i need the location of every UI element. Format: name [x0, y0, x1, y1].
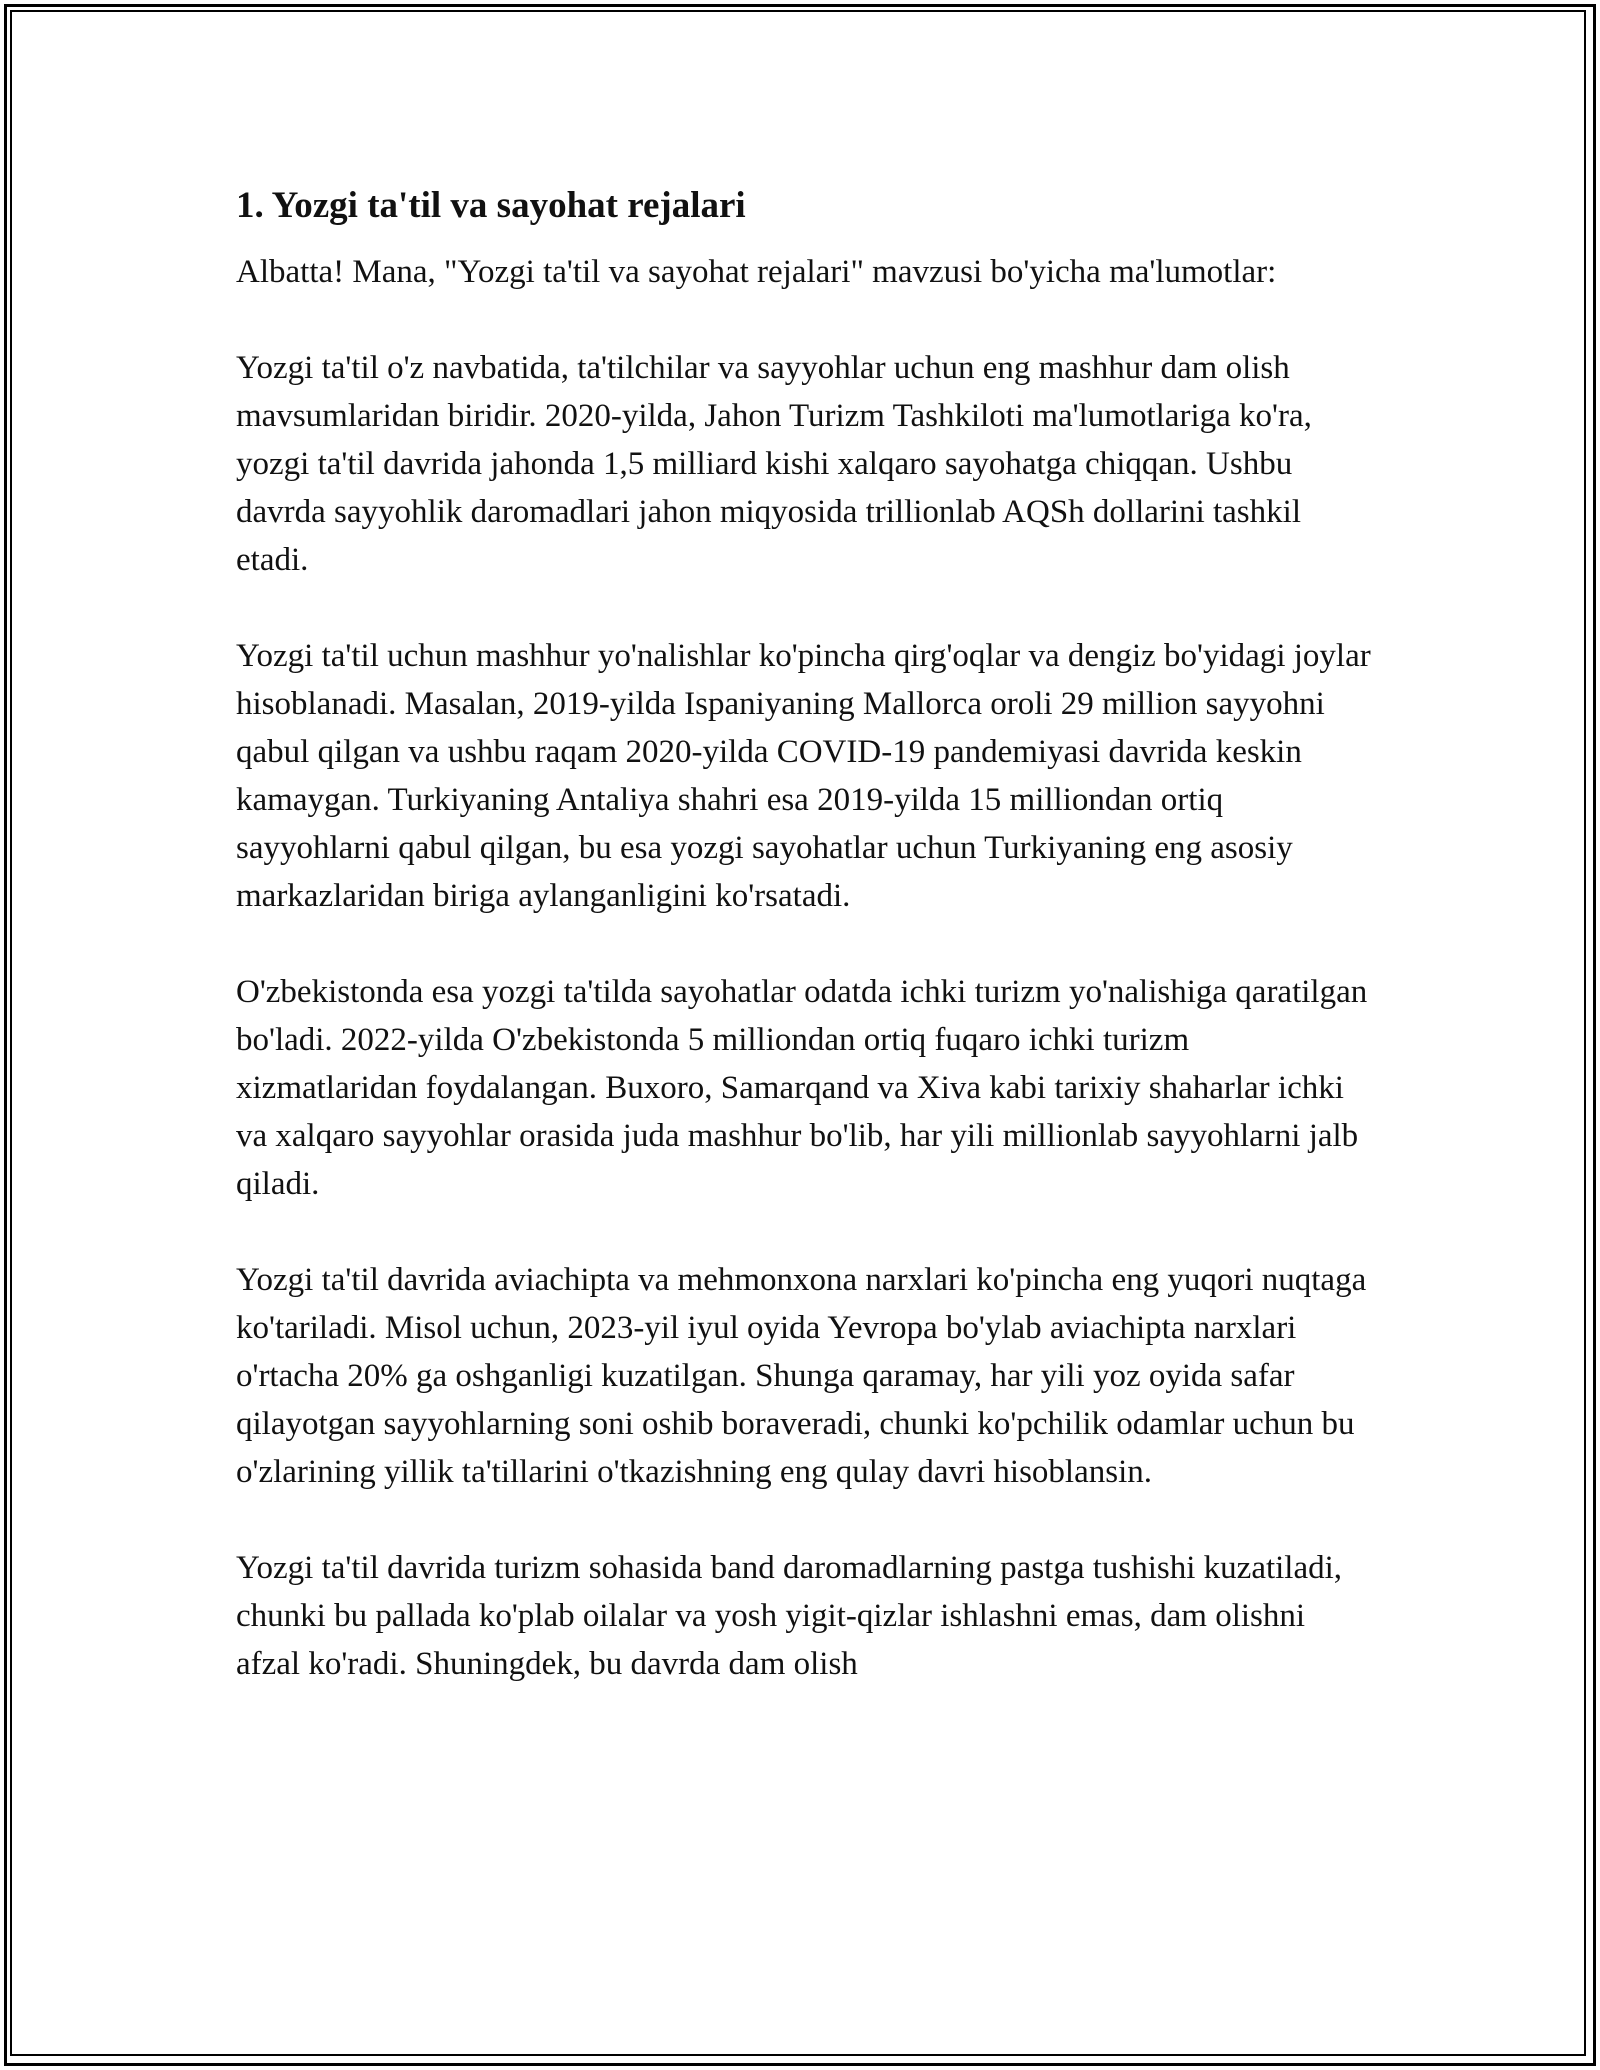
paragraph-1: Yozgi ta'til o'z navbatida, ta'tilchilar va sayyohlar uchun eng mashhur dam olish mavsumlaridan biridir. 2020-yilda, Jahon Turizm Tashkiloti ma'lumotlariga ko'ra, yozgi ta'til davrida jahonda 1,5 milliard kishi xalqaro sayohatga chiqqan. Ushbu davrda sayyohlik daromadlari jahon miqyosida trillionlab AQSh dollarini tashkil etadi. — [236, 350, 1312, 578]
paragraph-2: Yozgi ta'til uchun mashhur yo'nalishlar ko'pincha qirg'oqlar va dengiz bo'yidagi joylar hisoblanadi. Masalan, 2019-yilda Ispaniyaning Mallorca oroli 29 million sayyohni qabul qilgan va ushbu raqam 2020-yilda COVID-19 pandemiyasi davrida keskin kamaygan. Turkiyaning Antaliya shahri esa 2019-yilda 15 milliondan ortiq sayyohlarni qabul qilgan, bu esa yozgi sayohatlar uchun Turkiyaning eng asosiy markazlaridan biriga aylanganligini ko'rsatadi. — [236, 638, 1371, 914]
section-heading: 1. Yozgi ta'til va sayohat rejalari — [236, 185, 746, 226]
paragraph-intro: Albatta! Mana, "Yozgi ta'til va sayohat rejalari" mavzusi bo'yicha ma'lumotlar: — [236, 254, 1277, 290]
document-body — [236, 182, 1372, 1736]
paragraph-5: Yozgi ta'til davrida turizm sohasida band daromadlarning pastga tushishi kuzatiladi, chunki bu pallada ko'plab oilalar va yosh yigit-qizlar ishlashni emas, dam olishni afzal ko'radi. Shuningdek, bu davrda dam olish — [236, 1550, 1343, 1682]
paragraph-3: O'zbekistonda esa yozgi ta'tilda sayohatlar odatda ichki turizm yo'nalishiga qaratilgan bo'ladi. 2022-yilda O'zbekistonda 5 milliondan ortiq fuqaro ichki turizm xizmatlaridan foydalangan. Buxoro, Samarqand va Xiva kabi tarixiy shaharlar ichki va xalqaro sayyohlar orasida juda mashhur bo'lib, har yili millionlab sayyohlarni jalb qiladi. — [236, 974, 1368, 1202]
paragraph-4: Yozgi ta'til davrida aviachipta va mehmonxona narxlari ko'pincha eng yuqori nuqtaga ko'tariladi. Misol uchun, 2023-yil iyul oyida Yevropa bo'ylab aviachipta narxlari o'rtacha 20% ga oshganligi kuzatilgan. Shunga qaramay, har yili yoz oyida safar qilayotgan sayyohlarning soni oshib boraveradi, chunki ko'pchilik odamlar uchun bu o'zlarining yillik ta'tillarini o'tkazishning eng qulay davri hisoblansin. — [236, 1262, 1367, 1490]
